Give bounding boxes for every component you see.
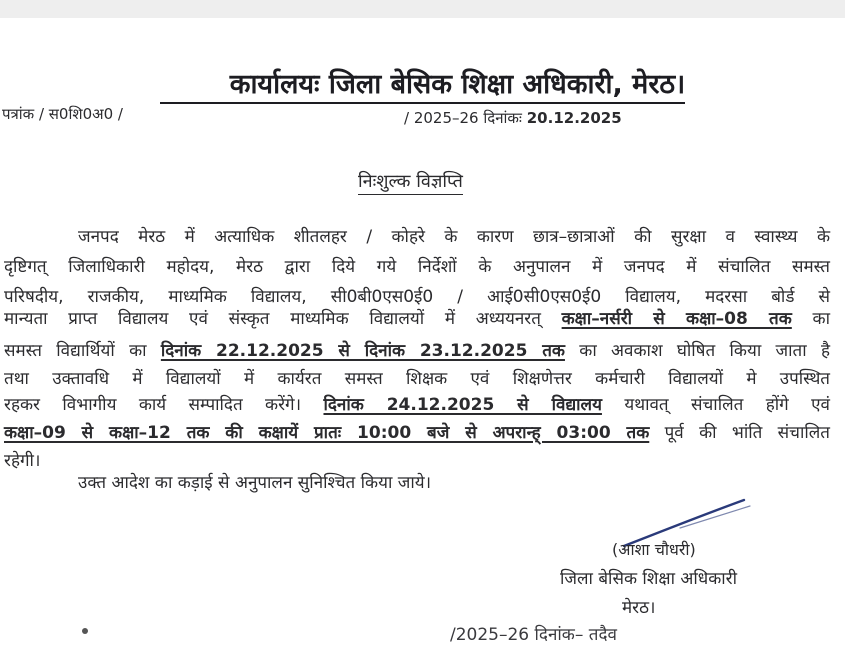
body-line-5-c: का अवकाश घोषित किया जाता है [564, 341, 830, 361]
signatory-name: (आशा चौधरी) [612, 540, 696, 559]
office-title [0, 68, 845, 104]
class-range-highlight: कक्षा–नर्सरी से कक्षा–08 तक [561, 309, 792, 329]
body-line-5-a: समस्त विद्यार्थियों का [4, 341, 161, 361]
body-line-2: दृष्टिगत् जिलाधिकारी महोदय, मेरठ द्वारा दिये गये निर्देशों के अनुपालन में जनपद में संचालित समस्त [4, 257, 830, 277]
body-line-9: रहेगी। [4, 451, 41, 471]
footer-dot [82, 628, 88, 634]
closing-instruction: उक्त आदेश का कड़ाई से अनुपालन सुनिश्चित किया जाये। [78, 473, 432, 493]
reopen-date-highlight: दिनांक 24.12.2025 से विद्यालय [323, 395, 602, 415]
reference-number: पत्रांक / स0शि0अ0 / [2, 105, 123, 123]
reference-date [404, 108, 622, 128]
footer-cut-text: /2025–26 दिनांक– तदैव [450, 625, 617, 645]
signatory-designation: जिला बेसिक शिक्षा अधिकारी [560, 569, 738, 589]
body-line-1: जनपद मेरठ में अत्याधिक शीतलहर / कोहरे के कारण छात्र–छात्राओं की सुरक्षा व स्वास्थ्य के [78, 227, 830, 247]
body-line-4 [4, 306, 830, 332]
body-line-7-a: रहकर विभागीय कार्य सम्पादित करेंगे। [4, 395, 324, 415]
body-line-4-a: मान्यता प्राप्त विद्यालय एवं संस्कृत माध्यमिक विद्यालयों में अध्ययनरत् [4, 309, 562, 329]
body-line-3: परिषदीय, राजकीय, माध्यमिक विद्यालय, सी0बी0एस0ई0 / आई0सी0एस0ई0 विद्यालय, मदरसा बोर्ड से [4, 287, 830, 307]
body-line-6: तथा उक्तावधि में विद्यालयों में कार्यरत समस्त शिक्षक एवं शिक्षणेत्तर कर्मचारी विद्यालयों मे उपस्थित [4, 369, 830, 389]
body-line-7-c: यथावत् संचालित होंगे एवं [601, 395, 830, 415]
timing-highlight: कक्षा–09 से कक्षा–12 तक की कक्षायें प्रातः 10:00 बजे से अपरान्ह् 03:00 तक [4, 423, 650, 443]
body-line-4-c: का [791, 309, 830, 329]
reference-date-prefix: / 2025–26 दिनांकः [404, 109, 522, 127]
body-line-8-b: पूर्व की भांति संचालित [649, 423, 830, 443]
body-line-5 [4, 338, 830, 364]
top-margin-band [0, 0, 845, 18]
holiday-dates-highlight: दिनांक 22.12.2025 से दिनांक 23.12.2025 तक [160, 341, 565, 361]
signatory-place: मेरठ। [622, 598, 656, 618]
body-line-7 [4, 392, 830, 418]
body-line-8 [4, 420, 830, 446]
office-title-text: कार्यालयः जिला बेसिक शिक्षा अधिकारी, मेरठ। [160, 68, 686, 104]
notice-title: निःशुल्क विज्ञप्ति [358, 170, 463, 195]
reference-date-value: 20.12.2025 [526, 109, 622, 127]
